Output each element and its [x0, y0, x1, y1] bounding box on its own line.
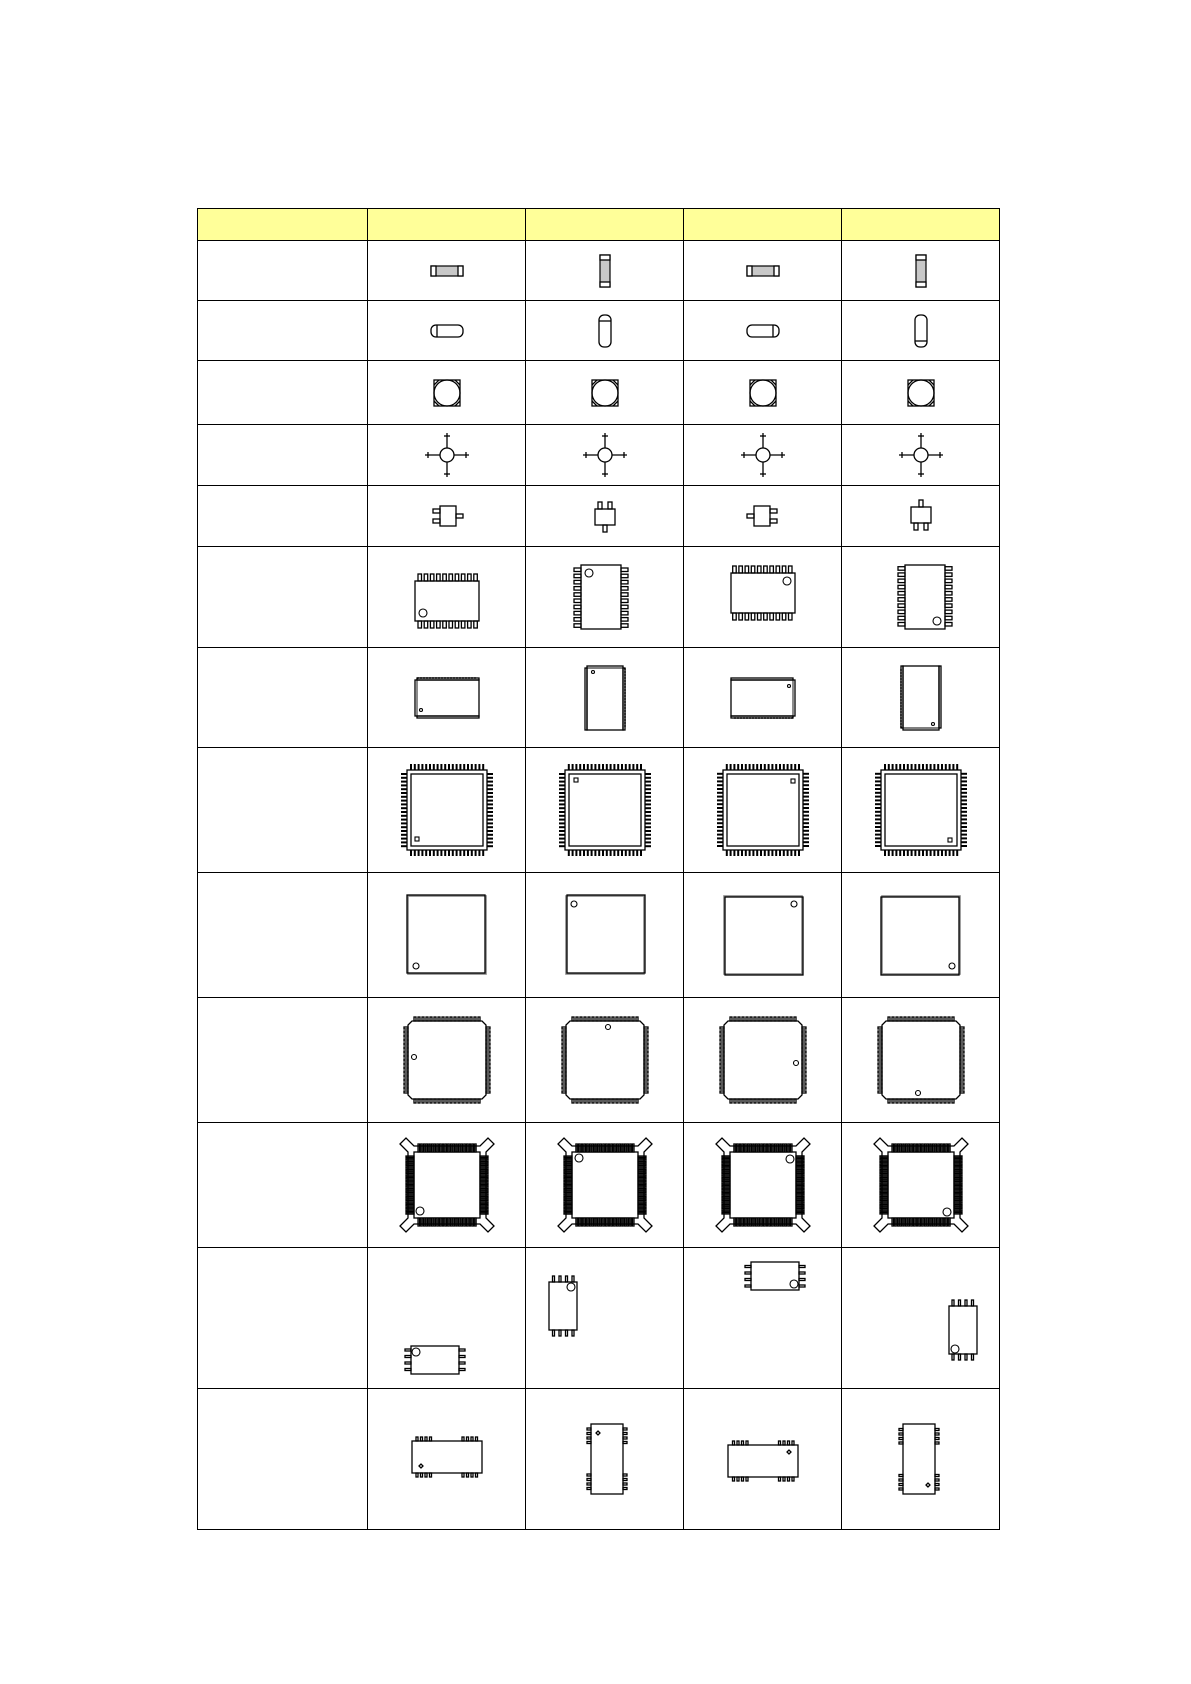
row-label — [198, 301, 368, 361]
symbol-cell — [842, 301, 1000, 361]
symbol-cell — [526, 425, 684, 486]
symbol-cell — [842, 425, 1000, 486]
symbol-cell — [842, 748, 1000, 873]
connector-ic-icon — [555, 1409, 655, 1509]
symbol-cell — [368, 361, 526, 425]
symbol-cell — [684, 748, 842, 873]
plcc-ic-icon — [550, 1005, 660, 1115]
bga-ic-icon — [866, 880, 976, 990]
orientation-table — [197, 208, 1000, 1530]
table-row — [198, 241, 1000, 301]
table-row — [198, 486, 1000, 547]
qfp-ic-icon — [708, 755, 818, 865]
symbol-cell — [368, 425, 526, 486]
symbol-cell — [842, 241, 1000, 301]
symbol-cell — [526, 241, 684, 301]
chip-capacitor-icon — [585, 311, 625, 351]
soj-ic-icon — [703, 1258, 823, 1378]
row-label — [198, 1389, 368, 1530]
symbol-cell — [368, 1123, 526, 1248]
symbol-cell — [842, 1248, 1000, 1389]
symbol-cell — [368, 1389, 526, 1530]
symbol-cell — [368, 873, 526, 998]
row-label — [198, 425, 368, 486]
header-cell — [198, 209, 368, 241]
symbol-cell — [526, 301, 684, 361]
chip-resistor-icon — [585, 261, 625, 281]
bga-ic-icon — [708, 880, 818, 990]
symbol-cell — [526, 1123, 684, 1248]
table-row — [198, 425, 1000, 486]
table-row — [198, 361, 1000, 425]
symbol-cell — [842, 873, 1000, 998]
table-row — [198, 1248, 1000, 1389]
qfp-carrier-icon — [550, 1130, 660, 1240]
row-label — [198, 486, 368, 547]
row-label — [198, 547, 368, 648]
connector-ic-icon — [397, 1409, 497, 1509]
bga-ic-icon — [550, 880, 660, 990]
symbol-cell — [684, 648, 842, 748]
row-label — [198, 648, 368, 748]
tsop-ic-icon — [407, 658, 487, 738]
symbol-cell — [684, 1389, 842, 1530]
qfp-ic-icon — [866, 755, 976, 865]
symbol-cell — [842, 648, 1000, 748]
table-row — [198, 998, 1000, 1123]
symbol-cell — [684, 241, 842, 301]
symbol-cell — [684, 547, 842, 648]
symbol-cell — [684, 873, 842, 998]
chip-resistor-icon — [901, 261, 941, 281]
tsop-ic-icon — [723, 658, 803, 738]
qfp-carrier-icon — [392, 1130, 502, 1240]
symbol-cell — [368, 648, 526, 748]
rf-transistor-icon — [896, 430, 946, 480]
header-row — [198, 209, 1000, 241]
smd-inductor-icon — [743, 373, 783, 413]
sot-transistor-icon — [583, 494, 627, 538]
sop-ic-icon — [881, 557, 961, 637]
chip-capacitor-icon — [743, 311, 783, 351]
tsop-ic-icon — [881, 658, 961, 738]
symbol-cell — [526, 361, 684, 425]
table-row — [198, 748, 1000, 873]
symbol-cell — [842, 998, 1000, 1123]
qfp-carrier-icon — [708, 1130, 818, 1240]
symbol-cell — [842, 547, 1000, 648]
header-cell — [368, 209, 526, 241]
sot-transistor-icon — [899, 494, 943, 538]
symbol-cell — [368, 547, 526, 648]
rf-transistor-icon — [580, 430, 630, 480]
symbol-cell — [368, 241, 526, 301]
symbol-cell — [684, 301, 842, 361]
symbol-cell — [842, 361, 1000, 425]
soj-ic-icon — [545, 1258, 665, 1378]
plcc-ic-icon — [708, 1005, 818, 1115]
smd-inductor-icon — [427, 373, 467, 413]
soj-ic-icon — [861, 1258, 981, 1378]
symbol-cell — [842, 1123, 1000, 1248]
row-label — [198, 998, 368, 1123]
symbol-cell — [526, 547, 684, 648]
table-row — [198, 873, 1000, 998]
header-cell — [684, 209, 842, 241]
header-cell — [526, 209, 684, 241]
smd-inductor-icon — [585, 373, 625, 413]
chip-resistor-icon — [743, 261, 783, 281]
rf-transistor-icon — [738, 430, 788, 480]
symbol-cell — [368, 748, 526, 873]
symbol-cell — [684, 486, 842, 547]
symbol-cell — [368, 301, 526, 361]
symbol-cell — [526, 748, 684, 873]
symbol-cell — [526, 873, 684, 998]
symbol-cell — [842, 486, 1000, 547]
connector-ic-icon — [871, 1409, 971, 1509]
rf-transistor-icon — [422, 430, 472, 480]
symbol-cell — [684, 1123, 842, 1248]
symbol-cell — [526, 1248, 684, 1389]
soj-ic-icon — [387, 1258, 507, 1378]
chip-capacitor-icon — [427, 311, 467, 351]
symbol-cell — [684, 998, 842, 1123]
sot-transistor-icon — [741, 494, 785, 538]
symbol-cell — [368, 486, 526, 547]
symbol-cell — [842, 1389, 1000, 1530]
row-label — [198, 1248, 368, 1389]
symbol-cell — [526, 998, 684, 1123]
row-label — [198, 361, 368, 425]
table-row — [198, 1389, 1000, 1530]
header-cell — [842, 209, 1000, 241]
table-row — [198, 648, 1000, 748]
row-label — [198, 1123, 368, 1248]
symbol-cell — [368, 1248, 526, 1389]
symbol-cell — [684, 425, 842, 486]
sop-ic-icon — [565, 557, 645, 637]
bga-ic-icon — [392, 880, 502, 990]
symbol-cell — [684, 1248, 842, 1389]
symbol-cell — [684, 361, 842, 425]
row-label — [198, 748, 368, 873]
table-row — [198, 547, 1000, 648]
connector-ic-icon — [713, 1409, 813, 1509]
plcc-ic-icon — [392, 1005, 502, 1115]
table-row — [198, 1123, 1000, 1248]
sot-transistor-icon — [425, 494, 469, 538]
chip-capacitor-icon — [901, 311, 941, 351]
qfp-ic-icon — [550, 755, 660, 865]
smd-inductor-icon — [901, 373, 941, 413]
row-label — [198, 241, 368, 301]
qfp-carrier-icon — [866, 1130, 976, 1240]
symbol-cell — [526, 486, 684, 547]
symbol-cell — [526, 648, 684, 748]
sop-ic-icon — [407, 557, 487, 637]
sop-ic-icon — [723, 557, 803, 637]
plcc-ic-icon — [866, 1005, 976, 1115]
row-label — [198, 873, 368, 998]
tsop-ic-icon — [565, 658, 645, 738]
qfp-ic-icon — [392, 755, 502, 865]
symbol-cell — [526, 1389, 684, 1530]
table-row — [198, 301, 1000, 361]
chip-resistor-icon — [427, 261, 467, 281]
symbol-cell — [368, 998, 526, 1123]
